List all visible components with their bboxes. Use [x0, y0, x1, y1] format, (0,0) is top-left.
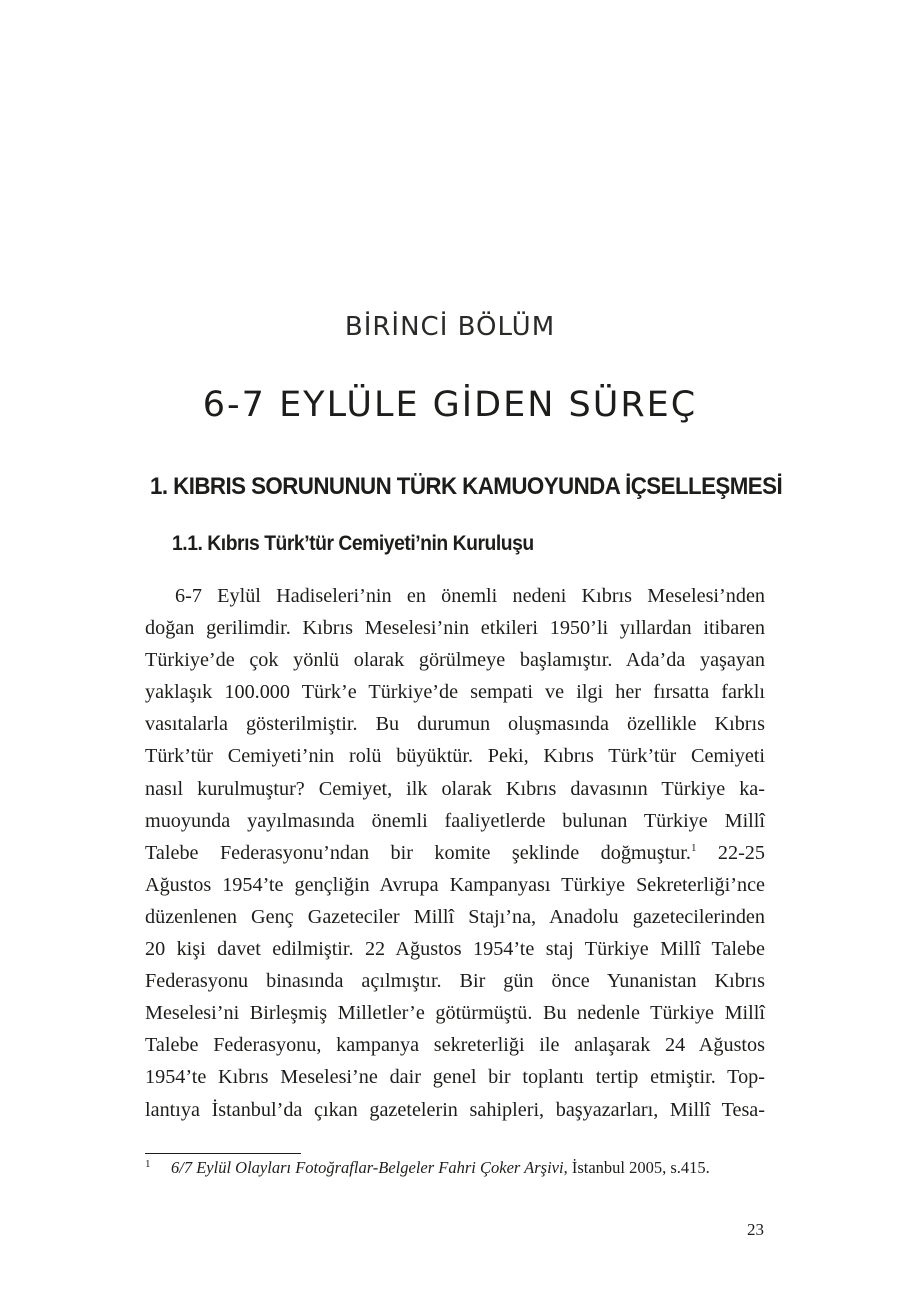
body-line: Ağustos 1954’te gençliğin Avrupa Kampanyası Türkiye Sekreterliği’nce	[145, 873, 765, 896]
body-line: Federasyonu binasında açılmıştır. Bir gün önce Yunanistan Kıbrıs	[145, 970, 765, 993]
body-paragraph	[145, 580, 765, 1126]
chapter-title: 6-7 EYLÜLE GİDEN SÜREÇ	[202, 385, 698, 425]
part-label: BİRİNCİ BÖLÜM	[344, 312, 556, 342]
body-line: doğan gerilimdir. Kıbrıs Meselesi’nin etkileri 1950’li yıllardan itibaren	[145, 617, 765, 640]
footnote-source-title: 6/7 Eylül Olayları Fotoğraflar-Belgeler Fahri Çoker Arşivi	[171, 1158, 564, 1177]
body-line-text: Talebe Federasyonu’ndan bir komite şeklinde doğmuştur.	[145, 841, 691, 864]
body-line: muoyunda yayılmasında önemli faaliyetlerde bulunan Türkiye Millî	[145, 809, 765, 832]
footnote-reference[interactable]: 1	[690, 841, 697, 854]
body-line: 6-7 Eylül Hadiseleri’nin en önemli nedeni Kıbrıs Meselesi’nden	[175, 585, 765, 607]
body-line: 20 kişi davet edilmiştir. 22 Ağustos 1954’te staj Türkiye Millî Talebe	[145, 938, 765, 961]
body-line: Türk’tür Cemiyeti’nin rolü büyüktür. Peki, Kıbrıs Türk’tür Cemiyeti	[145, 745, 765, 768]
body-line: 1954’te Kıbrıs Meselesi’ne dair genel bir toplantı tertip etmiştir. Top-	[145, 1066, 765, 1089]
body-line: nasıl kurulmuştur? Cemiyet, ilk olarak Kıbrıs davasının Türkiye ka-	[145, 777, 765, 800]
body-line: Talebe Federasyonu, kampanya sekreterliği ile anlaşarak 24 Ağustos	[145, 1034, 765, 1057]
body-line: düzenlenen Genç Gazeteciler Millî Stajı’na, Anadolu gazetecilerinden	[145, 905, 765, 928]
footnote-number: 1	[145, 1158, 151, 1170]
footnote	[145, 1158, 785, 1178]
body-line: vasıtalarla gösterilmiştir. Bu durumun oluşmasında özellikle Kıbrıs	[145, 713, 765, 736]
page-number: 23	[747, 1220, 764, 1239]
body-line-with-footnote	[145, 837, 765, 869]
body-line: Türkiye’de çok yönlü olarak görülmeye başlamıştır. Ada’da yaşayan	[145, 649, 765, 672]
section-heading: 1. KIBRIS SORUNUNUN TÜRK KAMUOYUNDA İÇSELLEŞMESİ	[150, 473, 783, 500]
footnote-source-details: , İstanbul 2005, s.415.	[563, 1158, 710, 1177]
footnote-divider	[145, 1153, 301, 1154]
body-line-tail: 22-25	[696, 841, 765, 864]
body-line: yaklaşık 100.000 Türk’e Türkiye’de sempati ve ilgi her fırsatta farklı	[145, 681, 765, 704]
body-line: lantıya İstanbul’da çıkan gazetelerin sahipleri, başyazarları, Millî Tesa-	[145, 1098, 765, 1121]
body-line: Meselesi’ni Birleşmiş Milletler’e götürmüştü. Bu nedenle Türkiye Millî	[145, 1002, 765, 1025]
subsection-heading: 1.1. Kıbrıs Türk’tür Cemiyeti’nin Kuruluşu	[172, 532, 534, 555]
